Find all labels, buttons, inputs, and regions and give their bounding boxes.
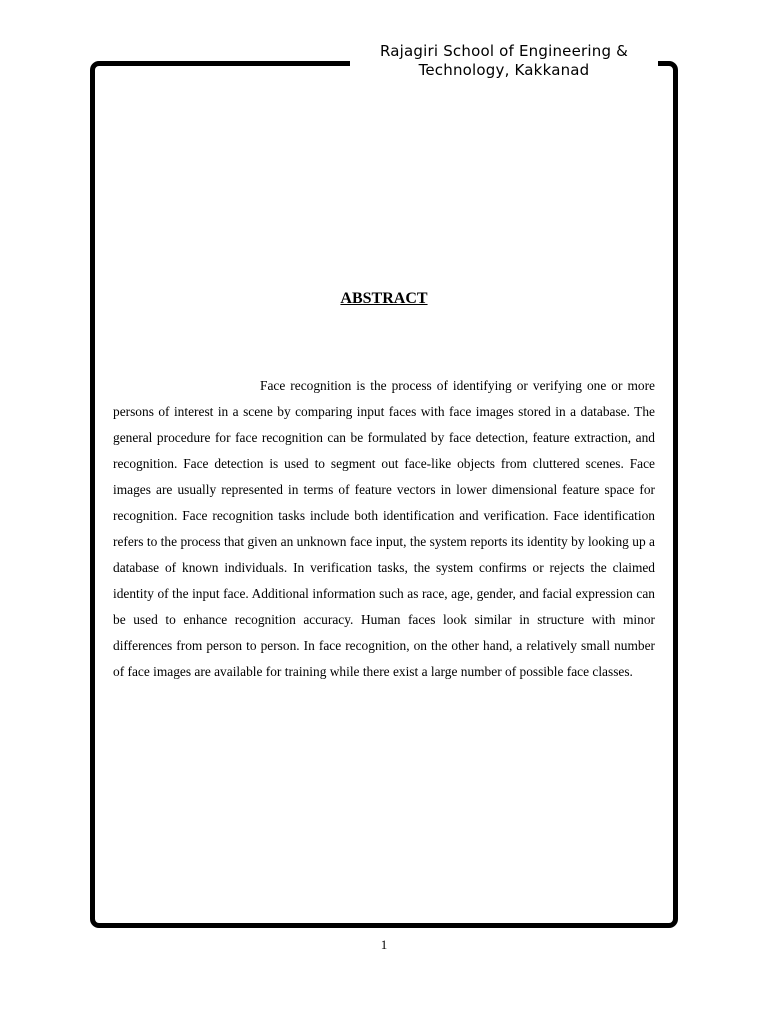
header-institution-line2: Technology, Kakkanad [418, 61, 590, 79]
abstract-paragraph: Face recognition is the process of identifying or verifying one or more persons of interest in a scene by comparing input faces with face images stored in a database. The general procedure for face recognition can be formulated by face detection, feature extraction, and recognition. Face detection is used to segment out face-like objects from cluttered scenes. Face images are usually represented in terms of feature vectors in lower dimensional feature space for recognition. Face recognition tasks include both identification and verification. Face identification refers to the process that given an unknown face input, the system reports its identity by looking up a database of known individuals. In verification tasks, the system confirms or rejects the claimed identity of the input face. Additional information such as race, age, gender, and facial expression can be used to enhance recognition accuracy. Human faces look similar in structure with minor differences from person to person. In face recognition, on the other hand, a relatively small number of face images are available for training while there exist a large number of possible face classes. [113, 378, 655, 679]
header-institution-line1: Rajagiri School of Engineering & [379, 42, 629, 60]
page-number: 1 [380, 937, 388, 952]
page-header [350, 42, 658, 80]
section-title: ABSTRACT [340, 290, 428, 307]
